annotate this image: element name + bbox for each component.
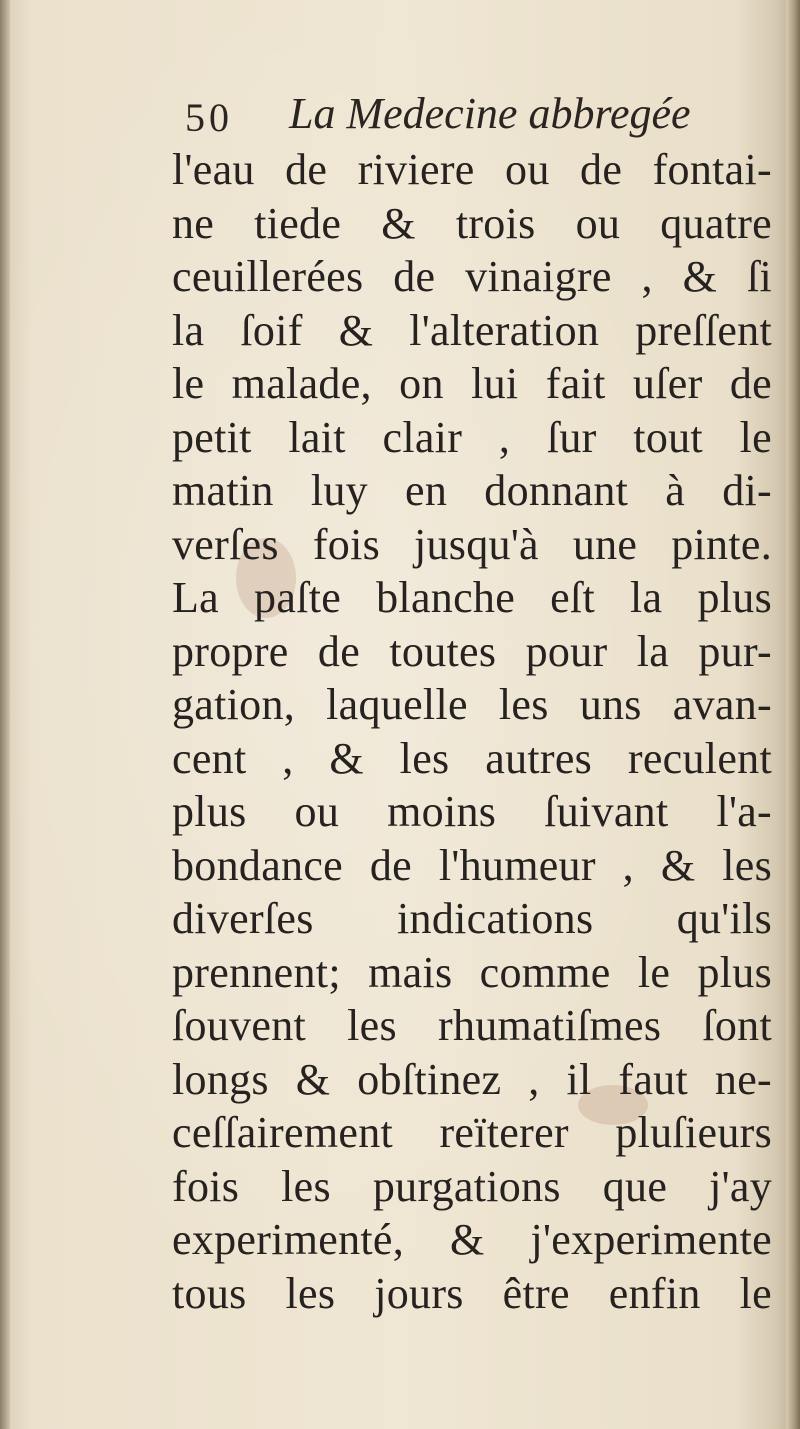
body-text xyxy=(172,143,772,1320)
text-line: ceſſairement reïterer pluſieurs xyxy=(172,1108,772,1157)
running-title: La Medecine abbregée xyxy=(289,89,691,138)
text-line: tous les jours être enfin le xyxy=(172,1268,772,1318)
text-line: gation, laquelle les uns avan- xyxy=(172,680,772,729)
text-line: ſouvent les rhumatiſmes ſont xyxy=(172,1001,772,1050)
text-line: ceuillerées de vinaigre , & ſi xyxy=(172,252,772,301)
page-fore-edge xyxy=(786,0,800,1429)
page-header xyxy=(185,88,775,148)
text-line: longs & obſtinez , il faut ne- xyxy=(172,1054,772,1104)
text-line: petit lait clair , ſur tout le xyxy=(172,412,772,462)
text-line: plus ou moins ſuivant l'a- xyxy=(172,787,772,836)
text-line: la ſoif & l'alteration preſſent xyxy=(172,305,772,355)
text-line: La paſte blanche eſt la plus xyxy=(172,573,772,622)
text-line: verſes fois jusqu'à une pinte. xyxy=(172,519,772,569)
page-gutter-shadow xyxy=(0,0,10,1429)
text-line: diverſes indications qu'ils xyxy=(172,894,772,943)
text-line: matin luy en donnant à di- xyxy=(172,466,772,515)
text-line: experimenté, & j'experimente xyxy=(172,1215,772,1264)
text-line: l'eau de riviere ou de fontai- xyxy=(172,145,772,194)
text-line: ne tiede & trois ou quatre xyxy=(172,198,772,248)
text-line: cent , & les autres reculent xyxy=(172,733,772,783)
text-line: fois les purgations que j'ay xyxy=(172,1161,772,1211)
page-number: 50 xyxy=(185,95,233,140)
text-line: bondance de l'humeur , & les xyxy=(172,840,772,890)
text-line: propre de toutes pour la pur- xyxy=(172,626,772,676)
text-line: prennent; mais comme le plus xyxy=(172,947,772,997)
text-line: le malade, on lui fait uſer de xyxy=(172,359,772,408)
